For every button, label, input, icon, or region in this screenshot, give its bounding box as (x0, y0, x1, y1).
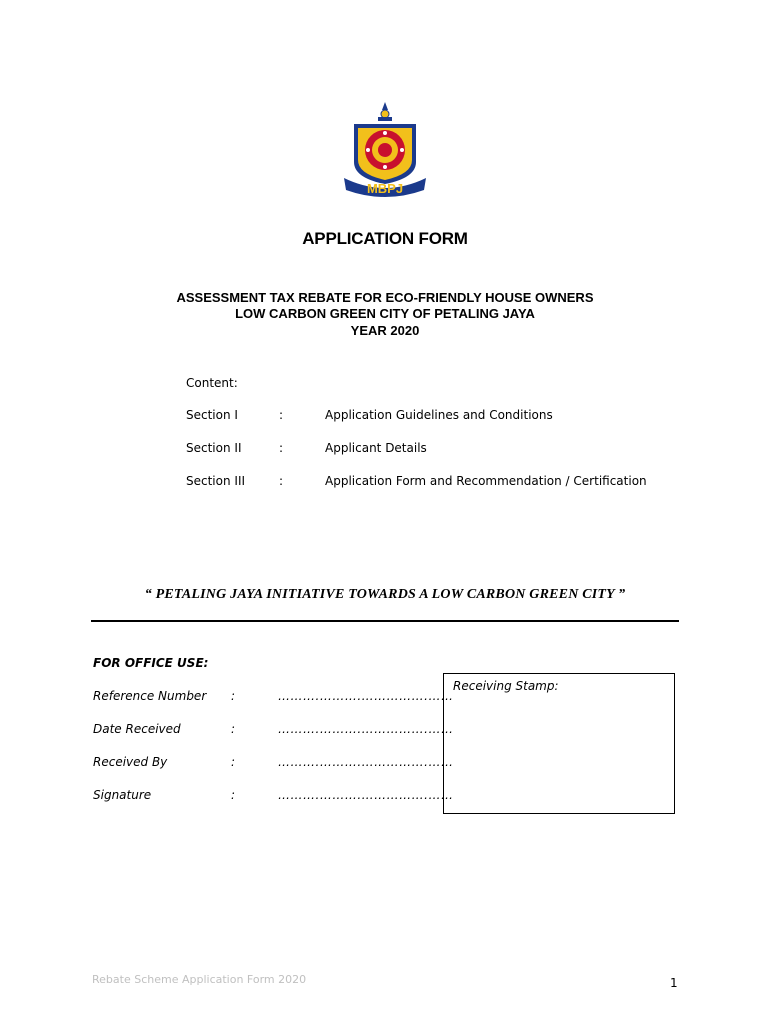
signature-label: Signature (93, 788, 152, 802)
section-3-colon: : (279, 474, 284, 488)
office-use-heading: FOR OFFICE USE: (93, 656, 209, 670)
date-received-field[interactable]: ……….……….…………….…… (278, 722, 454, 736)
page-number: 1 (670, 976, 678, 990)
date-received-label: Date Received (93, 722, 181, 736)
mbpj-crest-icon (340, 100, 430, 200)
signature-field[interactable]: ……….……….…………….…… (278, 788, 454, 802)
received-by-label: Received By (93, 755, 168, 769)
receiving-stamp-box (443, 673, 675, 814)
date-received-colon: : (231, 722, 236, 736)
section-1-description: Application Guidelines and Conditions (325, 408, 553, 422)
signature-colon: : (231, 788, 236, 802)
reference-number-colon: : (231, 689, 236, 703)
footer-text: Rebate Scheme Application Form 2020 (92, 973, 307, 986)
section-3-label: Section III (186, 474, 246, 488)
subtitle-line-3: YEAR 2020 (350, 323, 420, 338)
section-2-label: Section II (186, 441, 242, 455)
received-by-colon: : (231, 755, 236, 769)
section-2-description: Applicant Details (325, 441, 427, 455)
received-by-field[interactable]: ……….……….…………….…… (278, 755, 454, 769)
section-1-colon: : (279, 408, 284, 422)
section-2-colon: : (279, 441, 284, 455)
reference-number-label: Reference Number (93, 689, 207, 703)
content-heading: Content: (186, 376, 238, 390)
section-1-label: Section I (186, 408, 238, 422)
page-title: APPLICATION FORM (302, 229, 468, 248)
reference-number-field[interactable]: ……….……….…………….…… (278, 689, 454, 703)
subtitle-line-1: ASSESSMENT TAX REBATE FOR ECO-FRIENDLY HOUSE OWNERS (176, 290, 594, 305)
section-3-description: Application Form and Recommendation / Certification (325, 474, 647, 488)
receiving-stamp-label: Receiving Stamp: (453, 679, 559, 693)
slogan: “ PETALING JAYA INITIATIVE TOWARDS A LOW CARBON GREEN CITY ” (144, 587, 626, 602)
subtitle-line-2: LOW CARBON GREEN CITY OF PETALING JAYA (235, 306, 535, 321)
mbpj-logo (340, 100, 430, 200)
logo-text: MBPJ (366, 181, 404, 196)
divider (91, 620, 679, 622)
